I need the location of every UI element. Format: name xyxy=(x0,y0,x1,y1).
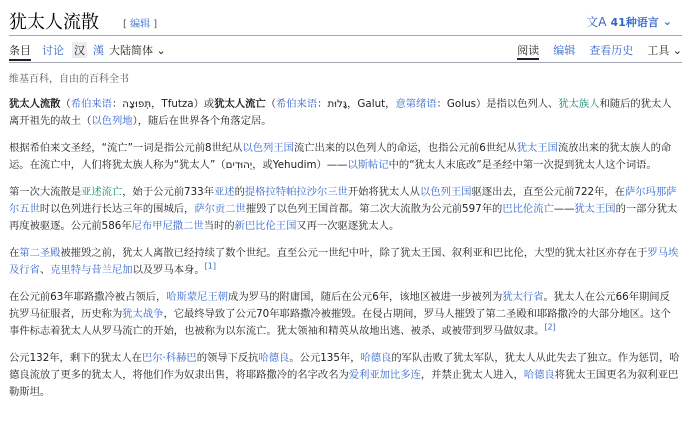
wiki-link[interactable]: 希伯来语 xyxy=(70,98,112,110)
text-run: 的一部分犹太再度被驱逐。公元前586年 xyxy=(9,203,678,232)
wiki-link[interactable]: 巴比伦流亡 xyxy=(502,203,554,215)
text-run: 的领导下反抗 xyxy=(196,352,259,364)
tab-talk[interactable]: 讨论 xyxy=(42,44,64,57)
text-run: 中的“犹太人末底改”是圣经中第一次提到犹太人这个词语。 xyxy=(388,159,657,171)
paragraph-intro xyxy=(9,96,680,130)
chevron-down-icon: ⌄ xyxy=(672,44,682,57)
text-run: 犹太人流亡 xyxy=(214,98,266,110)
text-run: 将犹太王国更名为叙利亚巴勒斯坦。 xyxy=(9,369,679,398)
text-run: ：Golus）是指以色列人、 xyxy=(436,98,559,110)
text-run: ：גָּלוּת，Galut， xyxy=(317,98,396,110)
title-row xyxy=(9,8,682,34)
wiki-link[interactable]: 犹太行省 xyxy=(502,291,544,303)
text-run: 。犹太人在公元66年期间反抗罗马征服者，历史称为 xyxy=(9,291,670,320)
text-run: 、 xyxy=(39,264,51,276)
text-run: 和随后的犹太人离开祖先的故土（ xyxy=(9,98,672,127)
variant-hant[interactable]: 汉 xyxy=(74,44,85,57)
text-run: 成为罗马的附庸国，随后在公元6年，该地区被进一步被列为 xyxy=(228,291,503,303)
text-run: （ xyxy=(265,98,276,110)
text-run: 公元132年，剩下的犹太人在 xyxy=(9,352,142,364)
title-edit: [ 编辑 ] xyxy=(123,19,158,30)
edit-link[interactable]: 编辑 xyxy=(130,19,151,30)
text-run: （ xyxy=(60,98,71,110)
citation-link[interactable]: [2] xyxy=(544,322,556,332)
title-divider xyxy=(9,35,682,36)
text-run: 流亡出来的以色列人的命运，也指公元前6世纪从 xyxy=(293,142,517,154)
wiki-link[interactable]: 克里特与昔兰尼加 xyxy=(50,264,133,276)
wiki-link[interactable]: 以色列王国 xyxy=(419,186,472,198)
wiki-link[interactable]: 意第绪语 xyxy=(395,98,437,110)
text-run: 被摧毁之前，犹太人离散已经持续了数个世纪。直至公元一世纪中叶，除了犹太王国、叙利亚和巴比伦，大型的犹太社区亦存在于 xyxy=(60,247,648,259)
language-count: 41种语言 xyxy=(610,15,659,29)
chevron-down-icon: ⌄ xyxy=(662,15,672,28)
tab-edit[interactable]: 编辑 xyxy=(553,44,576,57)
page-title: 犹太人流散 xyxy=(9,12,99,33)
wiki-link[interactable]: 希伯来语 xyxy=(275,98,318,110)
wiki-link[interactable]: 犹太王国 xyxy=(574,203,616,215)
wiki-link[interactable]: 以色列王国 xyxy=(242,142,294,154)
variant-hans[interactable]: 漢 xyxy=(93,44,104,57)
wiki-link[interactable]: 犹太王国 xyxy=(516,142,558,154)
text-run: 摧毁了以色列王国首都。第二次大流散为公元前597年的 xyxy=(245,203,503,215)
wiki-link[interactable]: 萨尔玛那萨尔五世 xyxy=(9,186,677,215)
text-run: 以及罗马本身。 xyxy=(132,264,205,276)
tools-menu[interactable] xyxy=(647,42,682,60)
wiki-link[interactable]: 以色列地 xyxy=(91,115,133,127)
text-run: ，它最终导致了公元70年耶路撒冷被摧毁。在侵占期间，罗马人摧毁了第二圣殿和耶路撒冷的大部分地区。这个事件标志着犹太人从罗马流亡的开始，也被称为以东流亡。犹太领袖和精英从故地出逃、被杀、或被带到罗马做奴隶。 xyxy=(9,308,671,337)
text-run: —— xyxy=(553,203,575,215)
translate-icon: 文A xyxy=(586,15,607,29)
text-run: 的军队击败了犹太军队，犹太人从此失去了独立。作为惩罚，哈德良流放了更多的犹太人，将他们作为奴隶出售，将耶路撒冷的名字改名为 xyxy=(9,352,680,381)
text-run: 在公元前63年耶路撒冷被占领后， xyxy=(9,291,167,303)
wiki-link[interactable]: 犹太族人 xyxy=(558,98,600,110)
text-run: 驱逐出去，直至公元前722年，在 xyxy=(471,186,625,198)
wiki-link[interactable]: 新巴比伦王国 xyxy=(234,220,297,232)
wiki-link[interactable]: 萨尔贡二世 xyxy=(194,203,246,215)
text-run: 又再一次驱逐犹太人。 xyxy=(296,220,400,232)
text-run: 在 xyxy=(9,247,20,259)
wiki-link[interactable]: 亚述流亡 xyxy=(81,186,123,198)
variant-switch xyxy=(72,42,104,58)
variant-dropdown-label: 大陆简体 xyxy=(109,44,153,57)
paragraph-etymology xyxy=(9,140,680,174)
chevron-down-icon: ⌄ xyxy=(156,44,166,57)
paragraph-second-temple xyxy=(9,245,680,279)
text-run: 时以色列进行长达三年的围城后， xyxy=(39,203,195,215)
text-run: 。公元135年， xyxy=(289,352,361,364)
wiki-link[interactable]: 以斯帖记 xyxy=(347,159,389,171)
text-run: 当时的 xyxy=(203,220,235,232)
wiki-link[interactable]: 亚述 xyxy=(214,186,235,198)
site-subtitle: 维基百科，自由的百科全书 xyxy=(9,74,129,85)
wiki-link[interactable]: 尼布甲尼撒二世 xyxy=(131,220,204,232)
text-run: ，始于公元前733年 xyxy=(122,186,214,198)
tabs-divider xyxy=(9,62,682,63)
tools-label: 工具 xyxy=(647,44,670,57)
wiki-link[interactable]: 提格拉特帕拉沙尔三世 xyxy=(244,186,348,198)
text-run: ，并禁止犹太人进入， xyxy=(420,369,524,381)
wiki-link[interactable]: 罗马埃及行省 xyxy=(9,247,679,276)
text-run: 第一次大流散是 xyxy=(9,186,82,198)
paragraph-roman xyxy=(9,289,680,340)
tabs-row xyxy=(9,42,682,62)
wiki-link[interactable]: 哈斯蒙尼王朝 xyxy=(166,291,229,303)
text-run: 流放出来的犹太族人的命运。在流亡中，人们将犹太族人称为“犹太人”（יְהוּדִים，或Yehudim）—— xyxy=(9,142,672,171)
text-run: ），随后在世界各个角落定居。 xyxy=(132,115,272,127)
article-body xyxy=(9,96,680,411)
wiki-link[interactable]: 第二圣殿 xyxy=(19,247,61,259)
text-run: 的 xyxy=(234,186,245,198)
text-run: 犹太人流散 xyxy=(9,98,61,110)
text-run: ：תְּפוּצָה，Tfutza）或 xyxy=(111,98,215,110)
tab-read[interactable]: 阅读 xyxy=(517,42,539,60)
wiki-link[interactable]: 犹太战争 xyxy=(122,308,164,320)
text-run: 开始将犹太人从 xyxy=(347,186,420,198)
wiki-link[interactable]: 哈德良 xyxy=(258,352,290,364)
paragraph-bar-kokhba xyxy=(9,350,680,401)
language-button[interactable] xyxy=(586,13,672,30)
text-run: 根据希伯来文圣经，“流亡”一词是指公元前8世纪从 xyxy=(9,142,243,154)
variant-dropdown[interactable] xyxy=(109,42,166,58)
wiki-link[interactable]: 爱利亚加比多连 xyxy=(348,369,421,381)
tab-history[interactable]: 查看历史 xyxy=(589,44,634,57)
tab-article[interactable]: 条目 xyxy=(9,44,31,57)
wiki-link[interactable]: 哈德良 xyxy=(360,352,392,364)
wiki-link[interactable]: 巴尔·科赫巴 xyxy=(141,352,197,364)
wiki-link[interactable]: 哈德良 xyxy=(523,369,555,381)
paragraph-first-diaspora xyxy=(9,184,680,235)
citation-link[interactable]: [1] xyxy=(204,261,216,271)
right-tabs xyxy=(517,42,682,60)
